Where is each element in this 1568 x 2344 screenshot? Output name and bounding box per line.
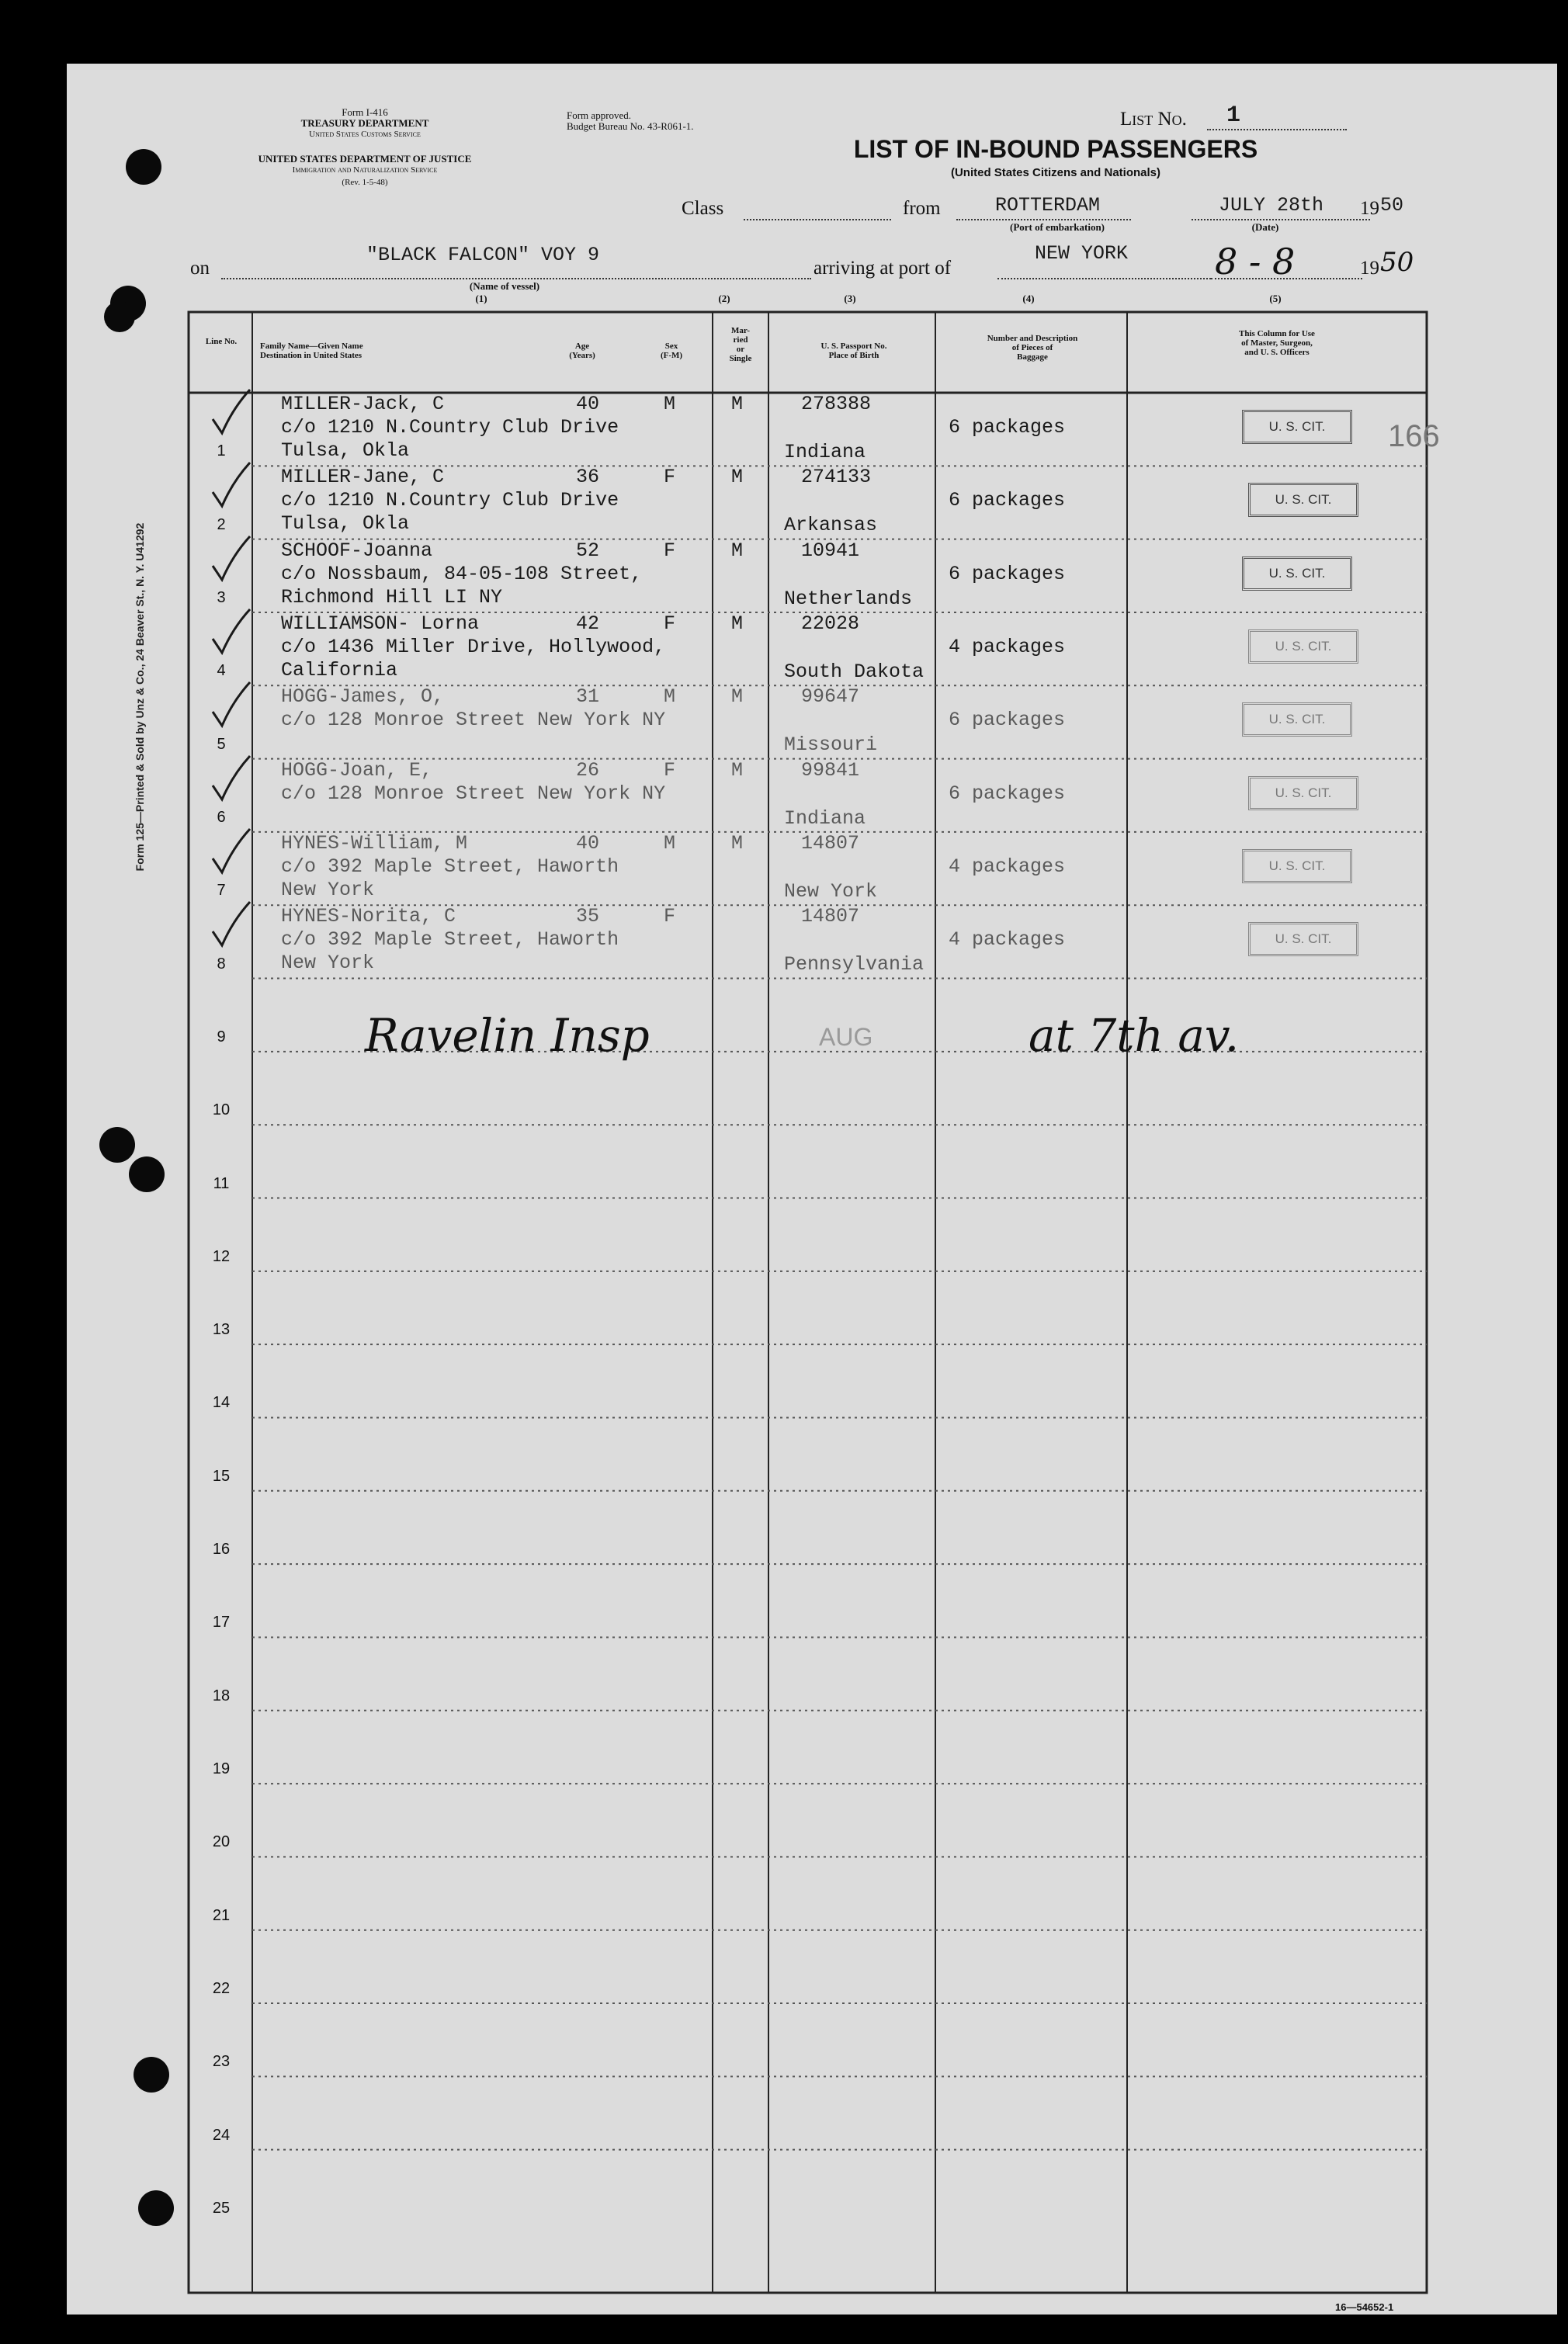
passenger-name: WILLIAMSON- Lorna: [281, 612, 480, 635]
line-number: 4: [217, 662, 226, 680]
col-num-4: (4): [1022, 293, 1035, 304]
place-of-birth: Arkansas: [784, 514, 878, 537]
margin-page-number: 166: [1388, 419, 1440, 453]
class-label: Class: [682, 198, 724, 219]
baggage-description: 6 packages: [949, 562, 1066, 585]
passenger-sex: F: [664, 539, 676, 562]
passenger-name: HOGG-Joan, E,: [281, 758, 433, 782]
col-header-married: Mar- ried or Single: [729, 326, 752, 363]
passenger-sex: M: [664, 685, 676, 709]
line-number: 5: [217, 735, 226, 753]
form-approved: Form approved.: [567, 109, 632, 121]
passenger-married: M: [731, 612, 744, 635]
passport-number: 278388: [801, 393, 872, 415]
line-number: 13: [212, 1321, 231, 1339]
departure-year-suffix: 50: [1380, 194, 1404, 217]
footer-code: 16—54652-1: [1335, 2301, 1394, 2313]
us-citizen-stamp: U. S. CIT.: [1248, 483, 1358, 517]
line-number: 14: [212, 1394, 231, 1412]
passenger-name: MILLER-Jack, C: [281, 393, 445, 415]
passenger-sex: M: [664, 831, 676, 855]
arrival-year-suffix: 50: [1380, 247, 1414, 278]
vessel-caption: (Name of vessel): [469, 280, 540, 292]
line-number: 7: [217, 882, 226, 900]
us-citizen-stamp: U. S. CIT.: [1248, 922, 1358, 956]
passenger-address-line1: c/o 128 Monroe Street New York NY: [281, 782, 666, 805]
check-mark-icon: [210, 385, 256, 439]
col-header-passport: U. S. Passport No. Place of Birth: [820, 342, 887, 360]
passenger-age: 26: [576, 758, 600, 782]
passenger-age: 42: [576, 612, 600, 635]
col-header-sex: Sex (F-M): [660, 342, 683, 360]
list-no-label: List No.: [1120, 109, 1187, 130]
col-header-age: Age (Years): [569, 342, 595, 360]
line-number: 9: [217, 1028, 226, 1045]
line-number: 15: [212, 1467, 231, 1485]
arriving-label: arriving at port of: [813, 258, 952, 279]
col-num-1: (1): [475, 293, 487, 304]
place-of-birth: South Dakota: [784, 660, 924, 683]
line-number: 17: [212, 1614, 231, 1631]
ins-service: Immigration and Naturalization Service: [292, 165, 438, 175]
check-mark-icon: [210, 824, 256, 879]
baggage-description: 6 packages: [949, 416, 1066, 439]
line-number: 10: [212, 1101, 231, 1119]
passenger-address-line2: Richmond Hill LI NY: [281, 585, 503, 609]
line-number: 12: [212, 1247, 231, 1265]
from-label: from: [903, 198, 941, 219]
col-header-line-no: Line No.: [205, 337, 238, 346]
passenger-age: 36: [576, 466, 600, 489]
line-number: 1: [217, 442, 226, 460]
passenger-address-line1: c/o 128 Monroe Street New York NY: [281, 709, 666, 732]
col-num-5: (5): [1269, 293, 1282, 304]
us-citizen-stamp: U. S. CIT.: [1242, 557, 1352, 591]
check-mark-icon: [210, 532, 256, 586]
us-citizen-stamp: U. S. CIT.: [1248, 629, 1358, 664]
document-title: LIST OF IN-BOUND PASSENGERS: [853, 135, 1258, 163]
baggage-description: 6 packages: [949, 782, 1066, 805]
line-number: 19: [212, 1760, 231, 1778]
arrival-port: NEW YORK: [1035, 242, 1129, 265]
passenger-address-line1: c/o 392 Maple Street, Haworth: [281, 855, 619, 878]
passenger-address-line2: Tulsa, Okla: [281, 512, 410, 536]
passport-number: 99841: [801, 758, 860, 782]
list-no-value: 1: [1226, 102, 1241, 129]
passport-number: 14807: [801, 831, 860, 855]
date-caption: (Date): [1251, 221, 1279, 233]
passenger-sex: M: [664, 393, 676, 415]
passenger-name: SCHOOF-Joanna: [281, 539, 433, 562]
line-number: 8: [217, 955, 226, 973]
place-of-birth: Missouri: [784, 733, 878, 757]
us-citizen-stamp: U. S. CIT.: [1242, 849, 1352, 883]
inspector-signature: Ravelin Insp: [365, 1009, 650, 1062]
line-number: 21: [212, 1906, 231, 1924]
line-number: 24: [212, 2126, 231, 2144]
place-of-birth: Netherlands: [784, 587, 913, 610]
port-embarkation-caption: (Port of embarkation): [1009, 221, 1105, 233]
line-number: 3: [217, 588, 226, 606]
place-of-birth: New York: [784, 879, 878, 903]
departure-year-prefix: 19: [1360, 198, 1379, 219]
baggage-description: 6 packages: [949, 709, 1066, 732]
passenger-name: MILLER-Jane, C: [281, 466, 445, 489]
passenger-married: M: [731, 831, 744, 855]
passport-number: 274133: [801, 466, 872, 489]
passenger-address-line1: c/o 392 Maple Street, Haworth: [281, 928, 619, 952]
passenger-address-line2: California: [281, 658, 398, 681]
form-revision: (Rev. 1-5-48): [342, 178, 388, 187]
port-embarkation: ROTTERDAM: [995, 194, 1101, 217]
on-label: on: [190, 258, 210, 279]
col-header-baggage: Number and Description of Pieces of Baggage: [987, 334, 1078, 362]
check-mark-icon: [210, 458, 256, 512]
passenger-age: 31: [576, 685, 600, 709]
passenger-address-line2: New York: [281, 878, 375, 901]
baggage-description: 4 packages: [949, 855, 1066, 878]
arrival-date: 8 - 8: [1215, 241, 1296, 283]
justice-department: UNITED STATES DEPARTMENT OF JUSTICE: [258, 153, 472, 165]
check-mark-icon: [210, 678, 256, 732]
vessel-name: "BLACK FALCON" VOY 9: [366, 244, 600, 266]
document-subtitle: (United States Citizens and Nationals): [950, 166, 1161, 179]
customs-service: United States Customs Service: [309, 130, 421, 139]
passenger-address-line1: c/o 1210 N.Country Club Drive: [281, 489, 619, 512]
passenger-married: M: [731, 466, 744, 489]
col-header-name: Family Name—Given Name Destination in United States: [260, 342, 363, 360]
line-number: 18: [212, 1687, 231, 1704]
passenger-married: M: [731, 758, 744, 782]
line-number: 25: [212, 2200, 231, 2217]
passenger-age: 35: [576, 905, 600, 928]
passport-number: 14807: [801, 905, 860, 928]
passenger-married: M: [731, 393, 744, 415]
baggage-description: 4 packages: [949, 635, 1066, 658]
line-number: 2: [217, 515, 226, 533]
passenger-address-line2: Tulsa, Okla: [281, 439, 410, 462]
passport-number: 10941: [801, 539, 860, 562]
col-num-3: (3): [844, 293, 856, 304]
us-citizen-stamp: U. S. CIT.: [1248, 776, 1358, 810]
passenger-age: 40: [576, 831, 600, 855]
passenger-sex: F: [664, 758, 676, 782]
line-number: 6: [217, 808, 226, 826]
passenger-age: 52: [576, 539, 600, 562]
place-of-birth: Pennsylvania: [784, 953, 924, 976]
passenger-age: 40: [576, 393, 600, 415]
passenger-sex: F: [664, 466, 676, 489]
passenger-sex: F: [664, 612, 676, 635]
passenger-name: HYNES-William, M: [281, 831, 468, 855]
place-of-birth: Indiana: [784, 806, 866, 830]
line-number: 16: [212, 1541, 231, 1559]
check-mark-icon: [210, 751, 256, 806]
faint-date-stamp: AUG: [819, 1023, 873, 1051]
baggage-description: 4 packages: [949, 928, 1066, 952]
check-mark-icon: [210, 897, 256, 952]
budget-bureau: Budget Bureau No. 43-R061-1.: [567, 120, 694, 132]
form-number: Form I-416: [342, 106, 388, 118]
passenger-married: M: [731, 685, 744, 709]
place-of-birth: Indiana: [784, 441, 866, 463]
us-citizen-stamp: U. S. CIT.: [1242, 410, 1352, 444]
passenger-address-line1: c/o 1210 N.Country Club Drive: [281, 416, 619, 439]
check-mark-icon: [210, 605, 256, 659]
inspection-location: at 7th av.: [1029, 1009, 1240, 1062]
col-header-officers: This Column for Use of Master, Surgeon, and U. S. Officers: [1239, 329, 1315, 357]
us-citizen-stamp: U. S. CIT.: [1242, 702, 1352, 737]
passenger-address-line1: c/o 1436 Miller Drive, Hollywood,: [281, 635, 666, 658]
line-number: 22: [212, 1980, 231, 1998]
line-number: 11: [213, 1174, 230, 1192]
line-number: 20: [212, 1833, 231, 1851]
departure-date: JULY 28th: [1219, 194, 1324, 217]
arrival-year-prefix: 19: [1360, 258, 1379, 279]
passenger-name: HOGG-James, O,: [281, 685, 445, 709]
col-num-2: (2): [718, 293, 730, 304]
treasury-department: TREASURY DEPARTMENT: [300, 117, 429, 129]
passenger-married: M: [731, 539, 744, 562]
passport-number: 22028: [801, 612, 860, 635]
passenger-address-line1: c/o Nossbaum, 84-05-108 Street,: [281, 562, 643, 585]
passenger-name: HYNES-Norita, C: [281, 905, 456, 928]
baggage-description: 6 packages: [949, 489, 1066, 512]
passenger-sex: F: [664, 905, 676, 928]
printer-side-text: Form 125—Printed & Sold by Unz & Co., 24 Beaver St., N. Y. U41292: [134, 522, 146, 872]
line-number: 23: [212, 2053, 231, 2071]
passport-number: 99647: [801, 685, 860, 709]
passenger-address-line2: New York: [281, 952, 375, 975]
